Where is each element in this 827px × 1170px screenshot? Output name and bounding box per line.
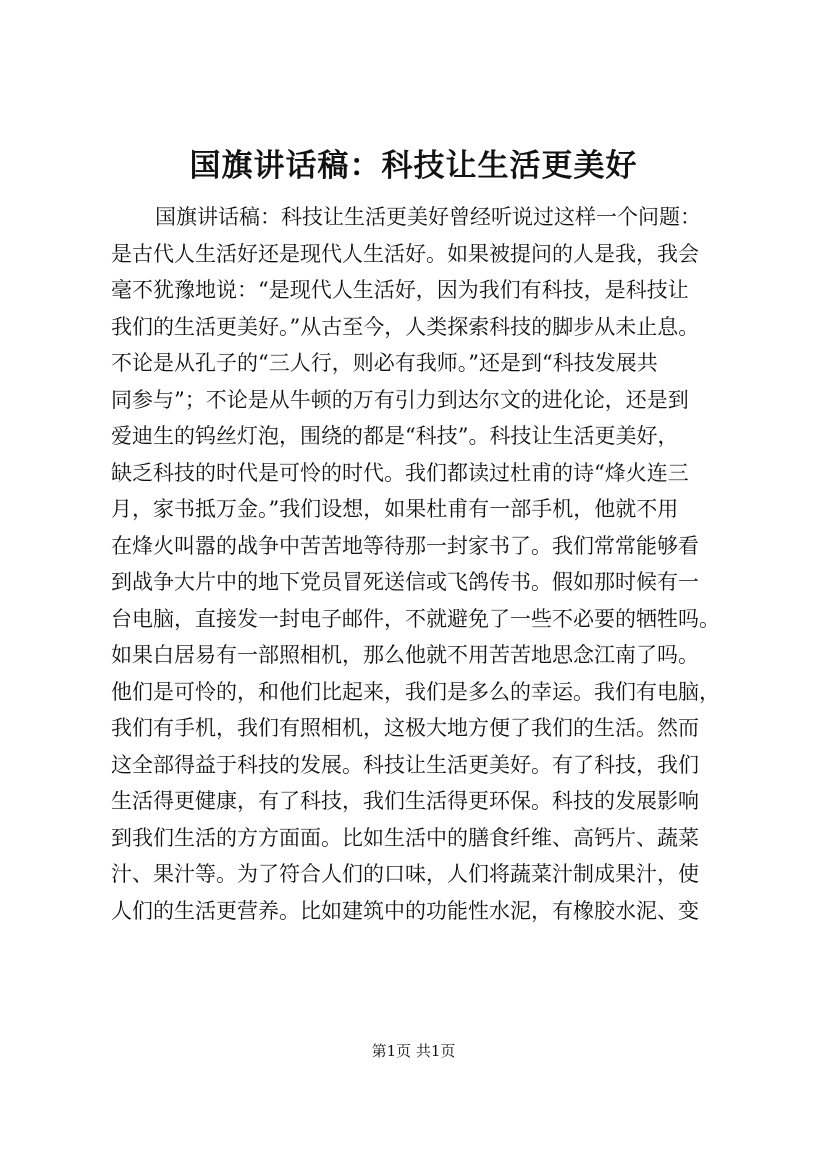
body-line: 月，家书抵万金。”我们设想，如果杜甫有一部手机，他就不用 bbox=[111, 497, 679, 521]
body-line: 他们是可怜的，和他们比起来，我们是多么的幸运。我们有电脑， bbox=[111, 679, 720, 704]
body-line: 到我们生活的方方面面。比如生活中的膳食纤维、高钙片、蔬菜 bbox=[111, 825, 699, 850]
body-line: 生活得更健康，有了科技，我们生活得更环保。科技的发展影响 bbox=[111, 789, 699, 813]
body-line: 如果白居易有一部照相机，那么他就不用苦苦地思念江南了吗。 bbox=[111, 643, 699, 667]
body-line: 缺乏科技的时代是可怜的时代。我们都读过杜甫的诗“烽火连三 bbox=[111, 460, 689, 485]
page-footer: 第1页 共1页 bbox=[371, 1042, 456, 1060]
body-line: 我们的生活更美好。”从古至今，人类探索科技的脚步从未止息。 bbox=[111, 314, 700, 339]
body-line: 在烽火叫嚣的战争中苦苦地等待那一封家书了。我们常常能够看 bbox=[111, 533, 699, 558]
body-paragraph bbox=[111, 199, 751, 929]
body-line: 不论是从孔子的“三人行，则必有我师。”还是到“科技发展共 bbox=[111, 351, 658, 375]
body-line: 国旗讲话稿：科技让生活更美好曾经听说过这样一个问题： bbox=[155, 205, 701, 229]
body-line: 毫不犹豫地说：“是现代人生活好，因为我们有科技，是科技让 bbox=[111, 278, 689, 302]
body-line: 同参与”；不论是从牛顿的万有引力到达尔文的进化论，还是到 bbox=[111, 387, 689, 412]
document-title: 国旗讲话稿：科技让生活更美好 bbox=[189, 148, 638, 184]
body-line: 这全部得益于科技的发展。科技让生活更美好。有了科技，我们 bbox=[111, 752, 699, 777]
body-line: 台电脑，直接发一封电子邮件，不就避免了一些不必要的牺牲吗。 bbox=[111, 606, 720, 631]
body-line: 我们有手机，我们有照相机，这极大地方便了我们的生活。然而 bbox=[111, 716, 699, 740]
body-line: 汁、果汁等。为了符合人们的口味，人们将蔬菜汁制成果汁，使 bbox=[111, 862, 699, 886]
body-line: 是古代人生活好还是现代人生活好。如果被提问的人是我，我会 bbox=[111, 241, 699, 266]
body-line: 爱迪生的钨丝灯泡，围绕的都是“科技”。科技让生活更美好， bbox=[111, 424, 679, 448]
body-line: 人们的生活更营养。比如建筑中的功能性水泥，有橡胶水泥、变 bbox=[111, 898, 699, 923]
body-line: 到战争大片中的地下党员冒死送信或飞鸽传书。假如那时候有一 bbox=[111, 570, 699, 594]
